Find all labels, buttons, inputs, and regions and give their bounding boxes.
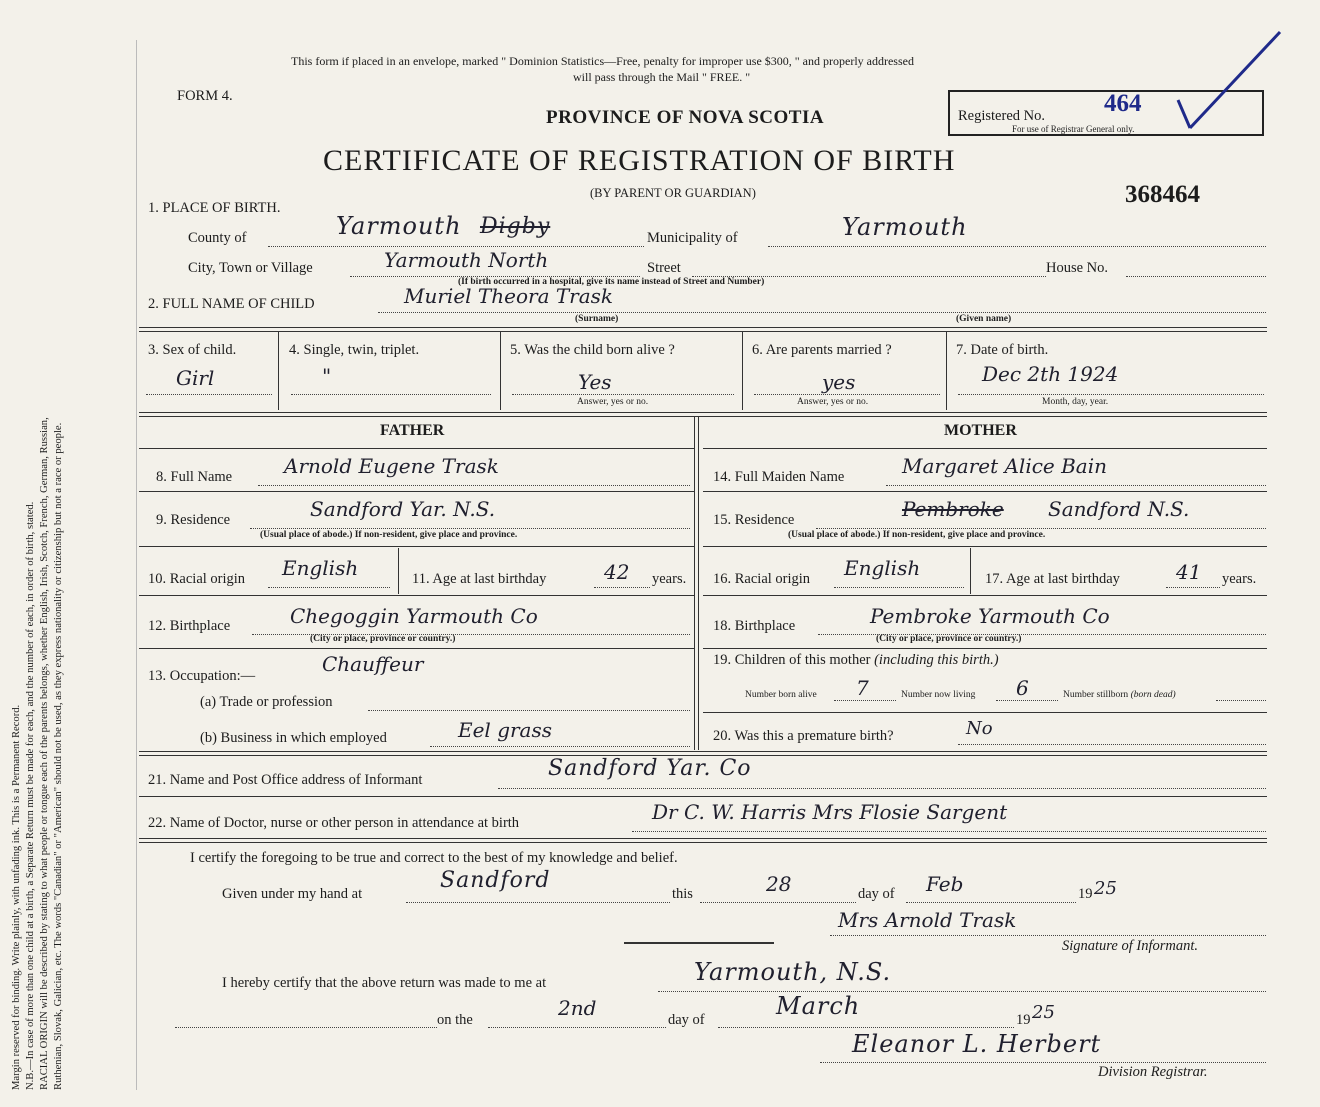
margin-instructions [10, 50, 66, 1090]
dob-note: Month, day, year. [1042, 397, 1109, 407]
divider-4-5 [500, 332, 501, 410]
doctor-value: Dr C. W. Harris Mrs Flosie Sargent [652, 800, 1008, 824]
parents-column-divider [694, 417, 699, 750]
municipality-line [768, 246, 1266, 247]
mother-age-value: 41 [1176, 560, 1202, 584]
day-value: 28 [766, 872, 792, 896]
margin-line-4: Ruthenian, Slovak, Galician, etc. The words "Canadian" or "American" should not be used, as they express nationality or citizenship but not a race or people. [53, 422, 64, 1090]
divider-3-4 [278, 332, 279, 410]
father-residence-line [250, 528, 690, 529]
mother-residence-value: Sandford N.S. [1048, 497, 1190, 521]
informant-label: 21. Name and Post Office address of Informant [148, 772, 423, 788]
mother-residence-line [816, 528, 1266, 529]
day-line [700, 902, 856, 903]
child-name-label: 2. FULL NAME OF CHILD [148, 296, 315, 312]
children-label-text: 19. Children of this mother [713, 652, 871, 668]
month-value: Feb [926, 872, 964, 896]
doctor-line [632, 831, 1266, 832]
father-age-value: 42 [604, 560, 630, 584]
registrar-caption: Division Registrar. [1098, 1064, 1208, 1080]
mother-place-note: (City or place, province or country.) [876, 634, 1022, 644]
now-living-label: Number now living [901, 690, 976, 700]
margin-line-3: RACIAL ORIGIN will be described by stating to what people or tongue each of the parents belongs, whether English, Irish, Scotch, French, German, Russian, [39, 417, 50, 1090]
reg-month-value: March [776, 992, 861, 1020]
mother-rule-5 [703, 712, 1267, 713]
mother-rule-2 [703, 546, 1267, 547]
section-divider-1 [139, 327, 1267, 332]
reg-year-prefix: 19 [1016, 1012, 1031, 1028]
mother-birthplace-label: 18. Birthplace [713, 618, 796, 634]
section-divider-2 [139, 412, 1267, 417]
father-name-line [258, 485, 690, 486]
born-alive-label: 5. Was the child born alive ? [510, 342, 675, 358]
informant-value: Sandford Yar. Co [548, 756, 752, 781]
children-label [713, 652, 999, 669]
street-label: Street [647, 260, 681, 276]
given-under-label: Given under my hand at [222, 886, 363, 902]
sex-label: 3. Sex of child. [148, 342, 237, 358]
father-place-note: (City or place, province or country.) [310, 634, 456, 644]
mother-racial-line [834, 587, 964, 588]
child-name-line [378, 312, 1266, 313]
father-racial-label: 10. Racial origin [148, 571, 246, 587]
mother-racial-value: English [844, 556, 921, 580]
registrar-leading-line [175, 1027, 437, 1028]
premature-value: No [966, 718, 993, 739]
father-name-value: Arnold Eugene Trask [284, 454, 499, 478]
registered-number: 464 [1104, 90, 1142, 117]
city-value: Yarmouth North [384, 248, 549, 272]
dob-line [958, 394, 1264, 395]
father-years-label: years. [652, 571, 687, 587]
reg-month-line [718, 1027, 1014, 1028]
registrar-note: For use of Registrar General only. [1012, 124, 1135, 134]
mother-rule-3 [703, 595, 1267, 596]
surname-note: (Surname) [575, 314, 619, 324]
year-prefix: 19 [1078, 886, 1093, 902]
born-alive-count-line [834, 700, 896, 701]
parents-married-label: 6. Are parents married ? [752, 342, 892, 358]
father-racial-line [268, 587, 390, 588]
mother-residence-struck: Pembroke [902, 497, 1004, 521]
father-residence-value: Sandford Yar. N.S. [310, 497, 496, 521]
reg-day-of-label: day of [668, 1012, 705, 1028]
father-name-label: 8. Full Name [156, 469, 233, 485]
business-label: (b) Business in which employed [200, 730, 387, 746]
doctor-label: 22. Name of Doctor, nurse or other person in attendance at birth [148, 815, 520, 831]
place-of-birth-label: 1. PLACE OF BIRTH. [148, 200, 281, 216]
single-value: " [322, 364, 332, 388]
separator-rule [624, 942, 774, 944]
father-heading-rule [139, 448, 695, 449]
father-birthplace-value: Chegoggin Yarmouth Co [290, 604, 538, 628]
premature-line [958, 744, 1266, 745]
informant-line [498, 788, 1266, 789]
father-heading: FATHER [380, 422, 445, 439]
registrar-signature-line [820, 1062, 1266, 1063]
signature-caption: Signature of Informant. [1062, 938, 1199, 954]
mother-rule-4 [703, 648, 1267, 649]
father-racial-value: English [282, 556, 359, 580]
father-birthplace-label: 12. Birthplace [148, 618, 231, 634]
given-place-value: Sandford [440, 868, 551, 893]
county-value: Yarmouth [336, 212, 462, 240]
mail-notice-2: will pass through the Mail " FREE. " [573, 70, 751, 84]
binding-margin-rule [136, 40, 137, 1090]
stillborn-label-paren: (born dead) [1130, 690, 1176, 700]
year-value: 25 [1094, 878, 1117, 899]
certificate-subtitle: (BY PARENT OR GUARDIAN) [590, 186, 756, 200]
sex-line [146, 394, 272, 395]
trade-label: (a) Trade or profession [200, 694, 333, 710]
parents-married-line [754, 394, 940, 395]
father-rule-2 [139, 546, 695, 547]
month-line [906, 902, 1076, 903]
house-no-line [1126, 276, 1266, 277]
now-living-value: 6 [1016, 676, 1029, 700]
mother-heading-rule [703, 448, 1267, 449]
business-line [430, 746, 690, 747]
single-line [291, 394, 491, 395]
city-label: City, Town or Village [188, 260, 313, 276]
children-label-paren: (including this birth.) [874, 652, 999, 668]
registrar-signature: Eleanor L. Herbert [852, 1030, 1102, 1058]
premature-label: 20. Was this a premature birth? [713, 728, 894, 744]
father-racial-divider [398, 548, 399, 594]
stillborn-line [1216, 700, 1266, 701]
father-age-label: 11. Age at last birthday [412, 571, 547, 587]
county-label: County of [188, 230, 247, 246]
municipality-value: Yarmouth [842, 213, 968, 241]
given-place-line [406, 902, 670, 903]
sex-value: Girl [176, 366, 215, 390]
father-abode-note: (Usual place of abode.) If non-resident, give place and province. [260, 530, 518, 540]
occupation-value: Chauffeur [322, 652, 424, 676]
divider-5-6 [742, 332, 743, 410]
dob-value: Dec 2th 1924 [982, 362, 1119, 386]
municipality-label: Municipality of [647, 230, 738, 246]
stillborn-label [1063, 690, 1176, 700]
stillborn-label-text: Number stillborn [1063, 690, 1129, 700]
day-of-label: day of [858, 886, 895, 902]
given-name-note: (Given name) [956, 314, 1012, 324]
father-rule-3 [139, 595, 695, 596]
now-living-line [996, 700, 1058, 701]
registered-label: Registered No. [958, 108, 1045, 124]
registrar-place-line [658, 991, 1266, 992]
business-value: Eel grass [458, 718, 553, 742]
dob-label: 7. Date of birth. [956, 342, 1049, 358]
on-the-label: on the [437, 1012, 473, 1028]
informant-rule [139, 796, 1267, 797]
reg-day-line [488, 1027, 666, 1028]
mother-abode-note: (Usual place of abode.) If non-resident, give place and province. [788, 530, 1046, 540]
form-number: FORM 4. [177, 88, 233, 104]
born-alive-count-label: Number born alive [745, 690, 817, 700]
parents-married-value: yes [822, 370, 856, 394]
occupation-label: 13. Occupation:— [148, 668, 256, 684]
house-no-label: House No. [1046, 260, 1109, 276]
section-divider-4 [139, 838, 1267, 843]
father-rule-1 [139, 491, 695, 492]
mother-racial-label: 16. Racial origin [713, 571, 811, 587]
informant-signature: Mrs Arnold Trask [838, 908, 1017, 932]
margin-line-1: Margin reserved for binding. Write plainly, with unfading ink. This is a Permanent Record. [11, 704, 22, 1090]
this-label: this [672, 886, 693, 902]
mother-name-line [886, 485, 1266, 486]
registrar-statement: I hereby certify that the above return was made to me at [222, 975, 547, 991]
certificate-number: 368464 [1125, 181, 1200, 208]
father-age-line [594, 587, 650, 588]
hospital-note: (If birth occurred in a hospital, give its name instead of Street and Number) [458, 277, 765, 287]
province-heading: PROVINCE OF NOVA SCOTIA [546, 107, 825, 128]
mother-name-label: 14. Full Maiden Name [713, 469, 845, 485]
parents-married-note: Answer, yes or no. [797, 397, 869, 407]
trade-line [368, 710, 690, 711]
father-residence-label: 9. Residence [156, 512, 231, 528]
mail-notice-1: This form if placed in an envelope, marked " Dominion Statistics—Free, penalty for improper use $300, " and properly addressed [291, 54, 914, 68]
mother-birthplace-value: Pembroke Yarmouth Co [870, 604, 1110, 628]
mother-age-line [1166, 587, 1220, 588]
mother-heading: MOTHER [944, 422, 1017, 439]
county-line [268, 246, 644, 247]
born-alive-count-value: 7 [856, 676, 869, 700]
mother-residence-label: 15. Residence [713, 512, 795, 528]
blue-check-mark [1170, 28, 1285, 138]
certify-statement: I certify the foregoing to be true and correct to the best of my knowledge and belief. [190, 850, 678, 866]
born-alive-note: Answer, yes or no. [577, 397, 649, 407]
margin-line-2: N.B.—In case of more than one child at a birth, a Separate Return must be made for each, and the number of each, in order of birth, stated. [25, 501, 36, 1090]
county-struck-value: Digby [480, 214, 551, 239]
mother-rule-1 [703, 491, 1267, 492]
reg-day-value: 2nd [558, 996, 597, 1020]
divider-6-7 [946, 332, 947, 410]
registrar-place-value: Yarmouth, N.S. [694, 958, 892, 986]
informant-signature-line [830, 935, 1266, 936]
single-label: 4. Single, twin, triplet. [289, 342, 420, 358]
mother-age-label: 17. Age at last birthday [985, 571, 1120, 587]
reg-year-value: 25 [1032, 1002, 1055, 1023]
certificate-title: CERTIFICATE OF REGISTRATION OF BIRTH [323, 144, 956, 177]
born-alive-value: Yes [578, 370, 612, 394]
born-alive-line [512, 394, 734, 395]
mother-racial-divider [970, 548, 971, 594]
father-rule-4 [139, 648, 695, 649]
mother-name-value: Margaret Alice Bain [902, 454, 1108, 478]
mother-years-label: years. [1222, 571, 1257, 587]
child-name-value: Muriel Theora Trask [404, 284, 614, 308]
